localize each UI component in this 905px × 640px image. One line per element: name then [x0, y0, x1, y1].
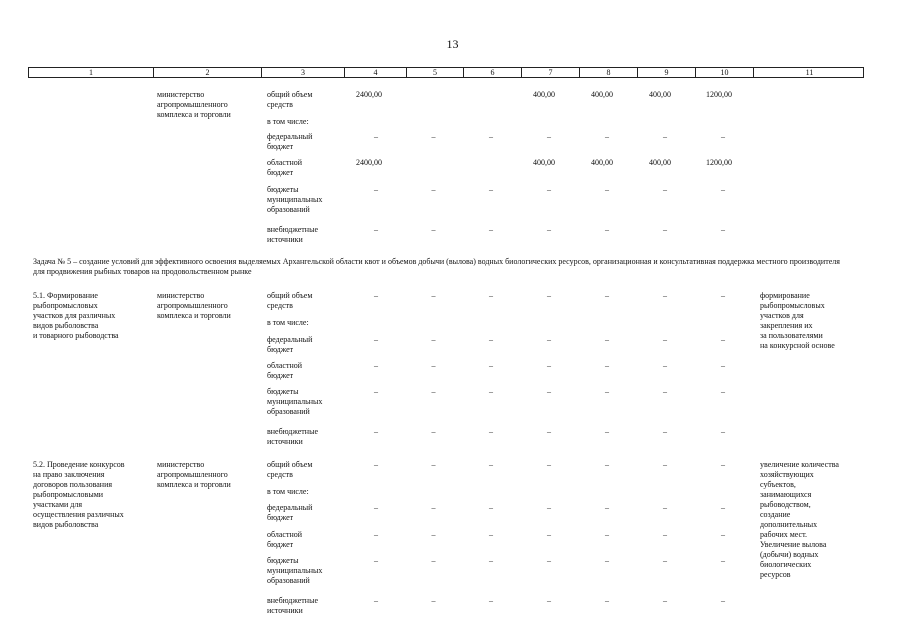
- funding-source-label: бюджеты муниципальных образований: [267, 387, 323, 416]
- funding-value: –: [721, 556, 725, 565]
- funding-value: –: [489, 132, 493, 141]
- funding-value: –: [605, 225, 609, 234]
- funding-value: –: [547, 427, 551, 436]
- funding-value: 1200,00: [706, 90, 732, 99]
- funding-value: –: [547, 291, 551, 300]
- funding-value: –: [721, 503, 725, 512]
- column-number-10: 10: [695, 68, 753, 77]
- funding-value: –: [431, 503, 436, 512]
- funding-source-label: областной бюджет: [267, 361, 303, 380]
- column-number-5: 5: [406, 68, 463, 77]
- funding-value: –: [605, 132, 609, 141]
- funding-value: –: [663, 530, 667, 539]
- funding-source-label: общий объем средств: [267, 460, 313, 479]
- activity-title: 5.1. Формирование рыбопромысловых участков для различных видов рыболовства и товарного рыбоводства: [33, 291, 119, 340]
- funding-value: –: [663, 361, 667, 370]
- funding-value: –: [489, 530, 493, 539]
- funding-source-label: федеральный бюджет: [267, 335, 313, 354]
- funding-value: –: [605, 556, 609, 565]
- funding-value: –: [721, 185, 725, 194]
- funding-value: –: [547, 361, 551, 370]
- column-number-8: 8: [579, 68, 637, 77]
- column-number-6: 6: [463, 68, 521, 77]
- funding-value: –: [431, 225, 436, 234]
- funding-value: –: [663, 556, 667, 565]
- funding-value: –: [489, 427, 493, 436]
- funding-value: –: [721, 335, 725, 344]
- funding-value: –: [547, 596, 551, 605]
- funding-value: –: [374, 132, 378, 141]
- funding-value: –: [605, 460, 609, 469]
- funding-value: –: [431, 335, 436, 344]
- funding-value: –: [489, 225, 493, 234]
- funding-value: 2400,00: [356, 90, 382, 99]
- funding-value: –: [721, 225, 725, 234]
- funding-source-label: внебюджетные источники: [267, 225, 318, 244]
- column-number-1: 1: [89, 68, 93, 77]
- funding-value: –: [489, 335, 493, 344]
- funding-value: –: [663, 460, 667, 469]
- funding-value: –: [374, 460, 378, 469]
- activity-title: 5.2. Проведение конкурсов на право заключения договоров пользования рыбопромысловыми участками для осуществления различных видов рыболовства: [33, 460, 125, 529]
- funding-value: –: [547, 530, 551, 539]
- funding-source-label: в том числе:: [267, 117, 309, 126]
- funding-value: –: [605, 387, 609, 396]
- funding-source-label: областной бюджет: [267, 158, 303, 177]
- funding-value: –: [489, 185, 493, 194]
- funding-source-label: в том числе:: [267, 318, 309, 327]
- funding-value: –: [721, 361, 725, 370]
- responsible-agency: министерство агропромышленного комплекса и торговли: [157, 460, 231, 489]
- funding-value: –: [721, 132, 725, 141]
- funding-value: 400,00: [591, 158, 613, 167]
- funding-value: –: [374, 556, 378, 565]
- funding-source-label: в том числе:: [267, 487, 309, 496]
- funding-source-label: бюджеты муниципальных образований: [267, 556, 323, 585]
- funding-value: 2400,00: [356, 158, 382, 167]
- funding-value: –: [489, 556, 493, 565]
- funding-value: –: [489, 460, 493, 469]
- funding-value: –: [374, 530, 378, 539]
- funding-value: –: [663, 427, 667, 436]
- funding-value: –: [431, 132, 436, 141]
- funding-value: 400,00: [533, 90, 555, 99]
- expected-result: формирование рыбопромысловых участков для закрепления их за пользователями на конкурсной основе: [760, 291, 835, 350]
- funding-value: –: [431, 596, 436, 605]
- funding-value: –: [605, 185, 609, 194]
- column-number-7: 7: [521, 68, 579, 77]
- funding-value: –: [605, 427, 609, 436]
- funding-value: –: [431, 460, 436, 469]
- funding-value: –: [663, 132, 667, 141]
- funding-value: –: [374, 596, 378, 605]
- funding-value: –: [374, 185, 378, 194]
- funding-value: –: [431, 361, 436, 370]
- funding-value: –: [605, 530, 609, 539]
- funding-value: –: [431, 291, 436, 300]
- funding-value: –: [663, 291, 667, 300]
- funding-value: –: [663, 225, 667, 234]
- column-number-header: [28, 67, 864, 78]
- funding-value: –: [605, 291, 609, 300]
- funding-value: –: [605, 335, 609, 344]
- responsible-agency: министерство агропромышленного комплекса и торговли: [157, 90, 231, 119]
- funding-value: –: [547, 335, 551, 344]
- funding-source-label: внебюджетные источники: [267, 427, 318, 446]
- funding-value: 1200,00: [706, 158, 732, 167]
- column-number-11: 11: [753, 68, 865, 77]
- funding-source-label: федеральный бюджет: [267, 132, 313, 151]
- funding-value: –: [431, 530, 436, 539]
- funding-value: 400,00: [649, 90, 671, 99]
- column-number-3: 3: [261, 68, 344, 77]
- funding-source-label: бюджеты муниципальных образований: [267, 185, 323, 214]
- column-number-2: 2: [153, 68, 261, 77]
- funding-value: –: [431, 387, 436, 396]
- funding-value: –: [721, 387, 725, 396]
- funding-value: –: [663, 503, 667, 512]
- funding-value: –: [547, 387, 551, 396]
- responsible-agency: министерство агропромышленного комплекса и торговли: [157, 291, 231, 320]
- funding-value: –: [374, 225, 378, 234]
- funding-value: –: [431, 556, 436, 565]
- task-heading: Задача № 5 – создание условий для эффективного освоения выделяемых Архангельской области квот и объемов добычи (вылова) водных биологических ресурсов, организационная и консультативная поддержка местного производителя для продвижения рыбных товаров на продовольственном рынке: [33, 257, 840, 276]
- funding-value: –: [489, 596, 493, 605]
- funding-value: –: [721, 427, 725, 436]
- funding-value: –: [547, 225, 551, 234]
- funding-value: –: [431, 185, 436, 194]
- column-number-4: 4: [344, 68, 406, 77]
- page-number: 13: [446, 37, 459, 51]
- funding-value: –: [721, 596, 725, 605]
- funding-source-label: федеральный бюджет: [267, 503, 313, 522]
- expected-result: увеличение количества хозяйствующих субъектов, занимающихся рыбоводством, создание дополнительных рабочих мест. Увеличение вылова (добычи) водных биологических ресурсов: [760, 460, 839, 579]
- funding-value: –: [721, 291, 725, 300]
- funding-value: 400,00: [533, 158, 555, 167]
- funding-value: –: [663, 596, 667, 605]
- funding-value: –: [374, 427, 378, 436]
- funding-value: –: [605, 503, 609, 512]
- funding-value: –: [489, 503, 493, 512]
- funding-value: –: [605, 596, 609, 605]
- funding-value: –: [721, 460, 725, 469]
- funding-value: –: [721, 530, 725, 539]
- funding-value: –: [605, 361, 609, 370]
- funding-source-label: областной бюджет: [267, 530, 303, 549]
- funding-source-label: общий объем средств: [267, 291, 313, 310]
- funding-value: –: [663, 387, 667, 396]
- funding-value: –: [431, 427, 436, 436]
- funding-value: –: [374, 387, 378, 396]
- funding-source-label: общий объем средств: [267, 90, 313, 109]
- funding-value: –: [663, 335, 667, 344]
- funding-value: –: [547, 503, 551, 512]
- funding-value: –: [489, 387, 493, 396]
- funding-value: –: [489, 291, 493, 300]
- funding-source-label: внебюджетные источники: [267, 596, 318, 615]
- funding-value: –: [547, 556, 551, 565]
- funding-value: –: [547, 185, 551, 194]
- funding-value: –: [489, 361, 493, 370]
- funding-value: –: [547, 460, 551, 469]
- column-number-9: 9: [637, 68, 695, 77]
- funding-value: –: [374, 335, 378, 344]
- funding-value: –: [547, 132, 551, 141]
- funding-value: –: [374, 291, 378, 300]
- funding-value: –: [374, 361, 378, 370]
- funding-value: –: [663, 185, 667, 194]
- funding-value: –: [374, 503, 378, 512]
- funding-value: 400,00: [591, 90, 613, 99]
- funding-value: 400,00: [649, 158, 671, 167]
